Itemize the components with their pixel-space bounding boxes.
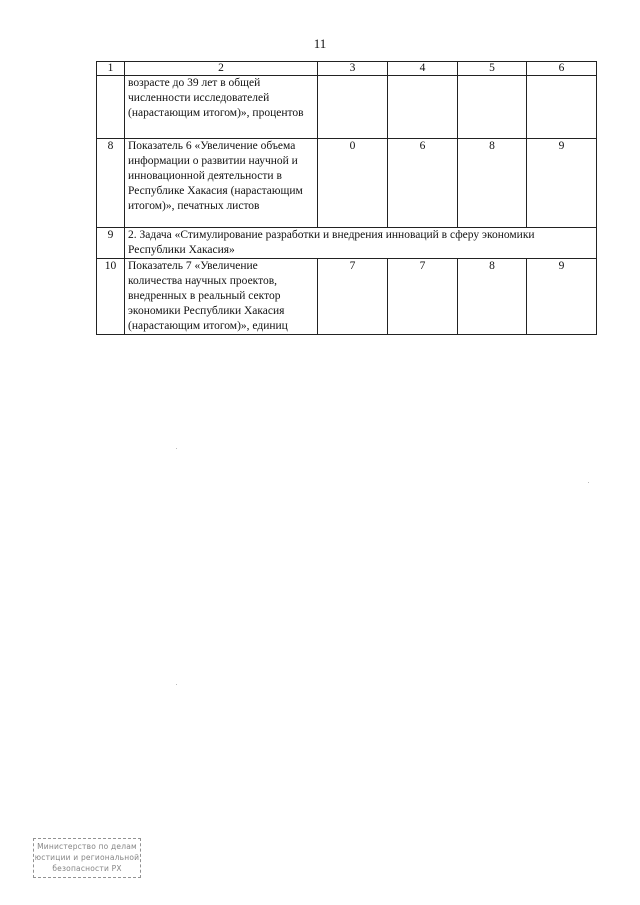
indicator-text: Показатель 6 «Увеличение объема информации о развитии научной и инновационной деятельности в Республике Хакасия (нарастающим итогом)», печатных листов (125, 139, 318, 228)
value-col-5: 8 (458, 139, 527, 228)
header-cell-3: 3 (318, 62, 388, 76)
header-cell-6: 6 (527, 62, 597, 76)
registration-stamp (33, 838, 141, 878)
value-col-4: 7 (388, 259, 458, 335)
value-col-6 (527, 76, 597, 139)
header-cell-5: 5 (458, 62, 527, 76)
header-cell-1: 1 (97, 62, 125, 76)
value-col-4: 6 (388, 139, 458, 228)
table-row (97, 139, 597, 228)
row-number: 10 (97, 259, 125, 335)
indicator-text: возрасте до 39 лет в общей численности исследователей (нарастающим итогом)», процентов (125, 76, 318, 139)
row-number: 9 (97, 228, 125, 259)
task-heading: 2. Задача «Стимулирование разработки и внедрения инноваций в сферу экономики Республики Хакасия» (125, 228, 597, 259)
table-row (97, 259, 597, 335)
value-col-5 (458, 76, 527, 139)
page-number: 11 (313, 36, 327, 51)
value-col-3: 0 (318, 139, 388, 228)
scan-speck (588, 482, 589, 483)
indicators-table (96, 61, 597, 335)
row-number (97, 76, 125, 139)
stamp-line: безопасности РХ (52, 864, 122, 873)
value-col-5: 8 (458, 259, 527, 335)
value-col-3 (318, 76, 388, 139)
indicator-text: Показатель 7 «Увеличение количества научных проектов, внедренных в реальный сектор экономики Республики Хакасия (нарастающим итогом)», единиц (125, 259, 318, 335)
header-cell-2: 2 (125, 62, 318, 76)
header-cell-4: 4 (388, 62, 458, 76)
value-col-6: 9 (527, 259, 597, 335)
table-row (97, 76, 597, 139)
scan-speck (176, 448, 177, 449)
stamp-line: Министерство по делам (37, 842, 137, 851)
row-number: 8 (97, 139, 125, 228)
value-col-6: 9 (527, 139, 597, 228)
scan-speck (176, 684, 177, 685)
table-header-row (97, 62, 597, 76)
table-row (97, 228, 597, 259)
value-col-4 (388, 76, 458, 139)
stamp-line: юстиции и региональной (34, 853, 140, 862)
value-col-3: 7 (318, 259, 388, 335)
